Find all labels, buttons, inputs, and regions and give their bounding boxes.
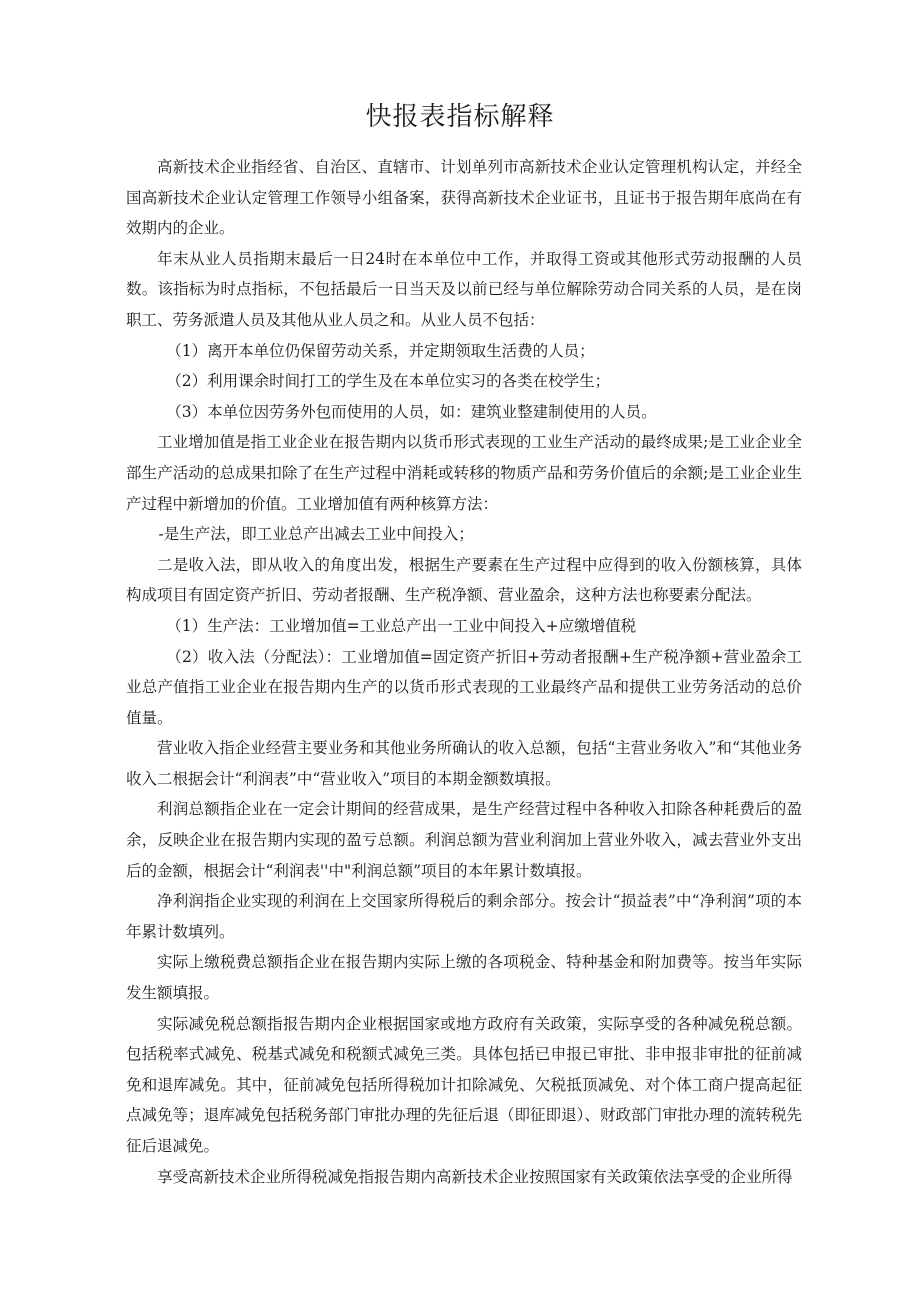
list-item-exclusion-3: （3）本单位因劳务外包而使用的人员，如：建筑业整建制使用的人员。 <box>166 402 657 421</box>
paragraph-production-method: -是生产法，即工业总产出减去工业中间投入； <box>158 525 474 544</box>
list-item-exclusion-1: （1）离开本单位仍保留劳动关系，并定期领取生活费的人员； <box>166 341 595 360</box>
paragraph-taxes-paid: 实际上缴税费总额指企业在报告期内实际上缴的各项税金、特种基金和附加费等。按当年实际发生额填报。 <box>126 953 802 1003</box>
paragraph-operating-revenue: 营业收入指企业经营主要业务和其他业务所确认的收入总额，包括“主营业务收入”和“其他业务收入二根据会计“利润表”中“营业收入”项目的本期金额数填报。 <box>126 739 802 788</box>
paragraph-tax-reductions: 实际减免税总额指报告期内企业根据国家或地方政府有关政策，实际享受的各种减免税总额。包括税率式减免、税基式减免和税额式减免三类。具体包括已申报已审批、非申报非审批的征前减免和退库减免。其中，征前减免包括所得税加计扣除减免、欠税抵顶减免、对个体工商户提高起征点减免等；退库减免包括税务部门审批办理的先征后退（即征即退）、财政部门审批办理的流转税先征后退减免。 <box>126 1014 802 1155</box>
paragraph-industrial-value-added: 工业增加值是指工业企业在报告期内以货币形式表现的工业生产活动的最终成果;是工业企业全部生产活动的总成果扣除了在生产过程中消耗或转移的物质产品和劳务价值后的余额;是工业企业生产过程中新增加的价值。工业增加值有两种核算方法： <box>126 433 802 513</box>
list-item-exclusion-2: （2）利用课余时间打工的学生及在本单位实习的各类在校学生； <box>166 372 611 391</box>
paragraph-net-profit: 净利润指企业实现的利润在上交国家所得税后的剩余部分。按会计“损益表”中“净利润”项的本年累计数填列。 <box>126 892 802 941</box>
formula-income-method: （2）收入法（分配法）：工业增加值=固定资产折旧+劳动者报酬+生产税净额+营业盈余工业总产值指工业企业在报告期内生产的以货币形式表现的工业最终产品和提供工业劳务活动的总价值量。 <box>126 647 802 727</box>
paragraph-total-profit: 利润总额指企业在一定会计期间的经营成果，是生产经营过程中各种收入扣除各种耗费后的盈余，反映企业在报告期内实现的盈亏总额。利润总额为营业利润加上营业外收入，减去营业外支出后的金额，根据会计“利润表''中"利润总额”项目的本年累计数填报。 <box>126 800 802 880</box>
paragraph-high-tech-enterprise: 高新技术企业指经省、自治区、直辖市、计划单列市高新技术企业认定管理机构认定，并经全国高新技术企业认定管理工作领导小组备案，获得高新技术企业证书，且证书于报告期年底尚在有效期内的企业。 <box>126 158 802 238</box>
paragraph-year-end-employees: 年末从业人员指期末最后一日24时在本单位中工作，并取得工资或其他形式劳动报酬的人员数。该指标为时点指标，不包括最后一日当天及以前已经与单位解除劳动合同关系的人员，是在岗职工、劳务派遣人员及其他从业人员之和。从业人员不包括： <box>126 249 802 329</box>
formula-production-method: （1）生产法：工业增加值=工业总产出一工业中间投入+应缴增值税 <box>166 616 637 635</box>
paragraph-income-method: 二是收入法，即从收入的角度出发，根据生产要素在生产过程中应得到的收入份额核算，具体构成项目有固定资产折旧、劳动者报酬、生产税净额、营业盈余，这种方法也称要素分配法。 <box>126 555 802 605</box>
document-body <box>126 152 802 1192</box>
document-title: 快报表指标解释 <box>365 102 555 132</box>
paragraph-high-tech-income-tax-relief: 享受高新技术企业所得税减免指报告期内高新技术企业按照国家有关政策依法享受的企业所得 <box>157 1167 793 1186</box>
